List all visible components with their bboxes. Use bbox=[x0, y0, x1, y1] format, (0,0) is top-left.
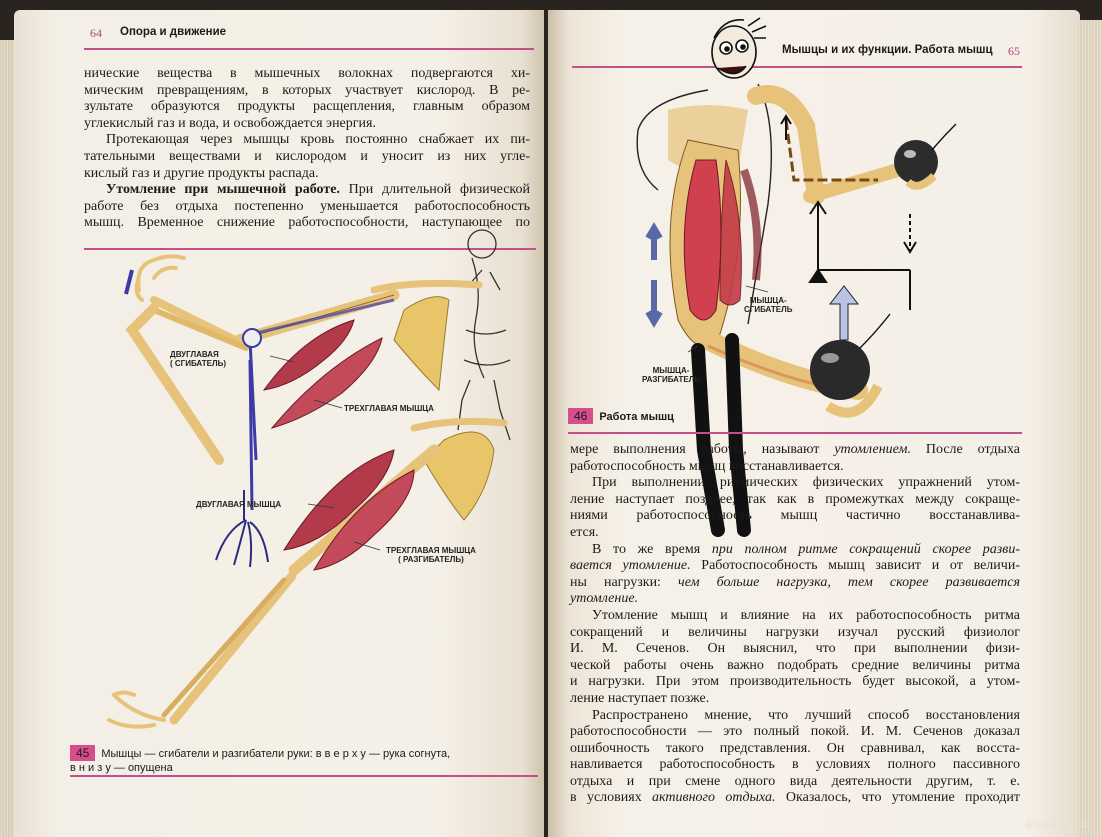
text-line: И. М. Сеченов. Он выяснил, что при выполнении физи- bbox=[570, 641, 1020, 657]
text-line: работоспособность мышц восстанавливается. bbox=[570, 458, 844, 474]
right-page-edges bbox=[1078, 20, 1102, 837]
skeleton-sketch bbox=[458, 230, 510, 440]
text-line: мическим превращениям, в которых участвует кислород. В ре- bbox=[84, 82, 530, 98]
text-line: работоспособности — это полный покой. И. М. Сеченов доказал bbox=[570, 724, 1020, 740]
cartoon-head bbox=[712, 18, 766, 78]
text-line: Распространено мнение, что лучший способ восстановления bbox=[592, 707, 1020, 723]
text-line: мере выполнения работы, называют утомлением. После отдыха bbox=[570, 442, 1020, 457]
left-page bbox=[14, 10, 544, 837]
text-line: и нагрузки. При этом производительность будет высокой, а утом- bbox=[570, 674, 1020, 690]
text-line: ление наступает позднее, так как в промежутках между сокраще- bbox=[570, 491, 1020, 507]
section-heading: Утомление при мышечной работе. bbox=[106, 182, 340, 198]
left-figure-bottom-rule bbox=[70, 775, 538, 777]
text-line: При выполнении ритмических физических упражнений утом- bbox=[592, 475, 1020, 491]
lever-diagram bbox=[810, 202, 916, 310]
figure-number: 45 bbox=[70, 745, 95, 761]
label-flexor: МЫШЦА- СГИБАТЕЛЬ bbox=[744, 296, 793, 314]
text-line: Утомление мышц и влияние на их работоспособность ритма bbox=[592, 607, 1020, 623]
label-extensor: МЫШЦА- РАЗГИБАТЕЛЬ bbox=[642, 366, 701, 384]
text-line: Протекающая через мышцы кровь постоянно снабжает их пи- bbox=[106, 132, 530, 148]
left-header-rule bbox=[84, 48, 534, 50]
text-line: мышц. Временное снижение работоспособности, наступающее по bbox=[84, 215, 530, 231]
label-biceps-top: ДВУГЛАВАЯ ( СГИБАТЕЛЬ) bbox=[170, 350, 227, 368]
figure-45-illustration bbox=[14, 250, 544, 770]
label-triceps-top: ТРЕХГЛАВАЯ МЫШЦА bbox=[344, 404, 434, 413]
left-page-number: 64 bbox=[90, 26, 102, 40]
right-page-number: 65 bbox=[1008, 44, 1020, 58]
figure-46-caption: 46 Работа мышц bbox=[568, 408, 674, 424]
text-line: кислый газ и другие продукты распада. bbox=[84, 165, 319, 181]
text-line: ны нагрузки: чем больше нагрузка, тем скорее развивается bbox=[570, 574, 1020, 590]
text-line: навливается работоспособность в условиях полного пассивного bbox=[570, 757, 1020, 773]
watermark: BUGAGA.RU bbox=[1025, 820, 1090, 831]
text-line: ошибочность такого представления. Он сравнивал, как восста- bbox=[570, 740, 1020, 756]
text-line: зультате образуются продукты расщепления, главным образом bbox=[84, 99, 530, 115]
label-biceps-bottom: ДВУГЛАВАЯ МЫШЦА bbox=[196, 500, 282, 509]
text-line: нические вещества в мышечных волокнах подвергаются хи- bbox=[84, 66, 530, 81]
figure-46-illustration bbox=[548, 10, 1080, 430]
figure-number: 46 bbox=[568, 408, 593, 424]
right-page bbox=[548, 10, 1080, 837]
label-triceps-bottom: ТРЕХГЛАВАЯ МЫШЦА ( РАЗГИБАТЕЛЬ) bbox=[386, 546, 476, 564]
text-line: углекислый газ и вода, и освобождается энергия. bbox=[84, 115, 376, 131]
text-line: отдыха и при смене одного вида деятельности другим, т. е. bbox=[570, 773, 1020, 789]
right-figure-bottom-rule bbox=[568, 432, 1022, 434]
text-line: ниями работоспособность мышц частично восстанавлива- bbox=[570, 508, 1020, 524]
text-line: сокращений и величины нагрузки изучал русский физиолог bbox=[570, 624, 1020, 640]
text-line: утомление. bbox=[570, 591, 639, 607]
raised-arm bbox=[756, 94, 956, 196]
right-running-head: Мышцы и их функции. Работа мышц bbox=[782, 44, 993, 56]
left-text-block bbox=[84, 66, 530, 232]
text-line: ческой работы очень важно подобрать средние величины ритма bbox=[570, 657, 1020, 673]
text-line: Утомление при мышечной работе. При длительной физической bbox=[106, 182, 530, 198]
text-line: тательными веществами и кислородом и уносит из них угле- bbox=[84, 148, 530, 164]
text-line: В то же время при полном ритме сокращений скорее разви- bbox=[592, 541, 1020, 557]
text-line: вается утомление. Работоспособность мышц зависит и от величи- bbox=[570, 558, 1020, 574]
iron-ball bbox=[810, 340, 870, 400]
left-page-edges bbox=[0, 40, 14, 837]
figure-45-caption: 45 Мышцы — сгибатели и разгибатели руки: в в е р х у — рука согнута, в н и з у — опущена bbox=[70, 746, 451, 774]
right-text-block bbox=[570, 442, 1020, 807]
text-line: ление наступает позже. bbox=[570, 690, 710, 706]
left-running-head: Опора и движение bbox=[120, 26, 227, 38]
text-line: ется. bbox=[570, 524, 599, 540]
text-line: работе без отдыха постепенно уменьшается работоспособность bbox=[84, 198, 530, 214]
text-line: в условиях активного отдыха. Оказалось, что утомление проходит bbox=[570, 790, 1020, 806]
